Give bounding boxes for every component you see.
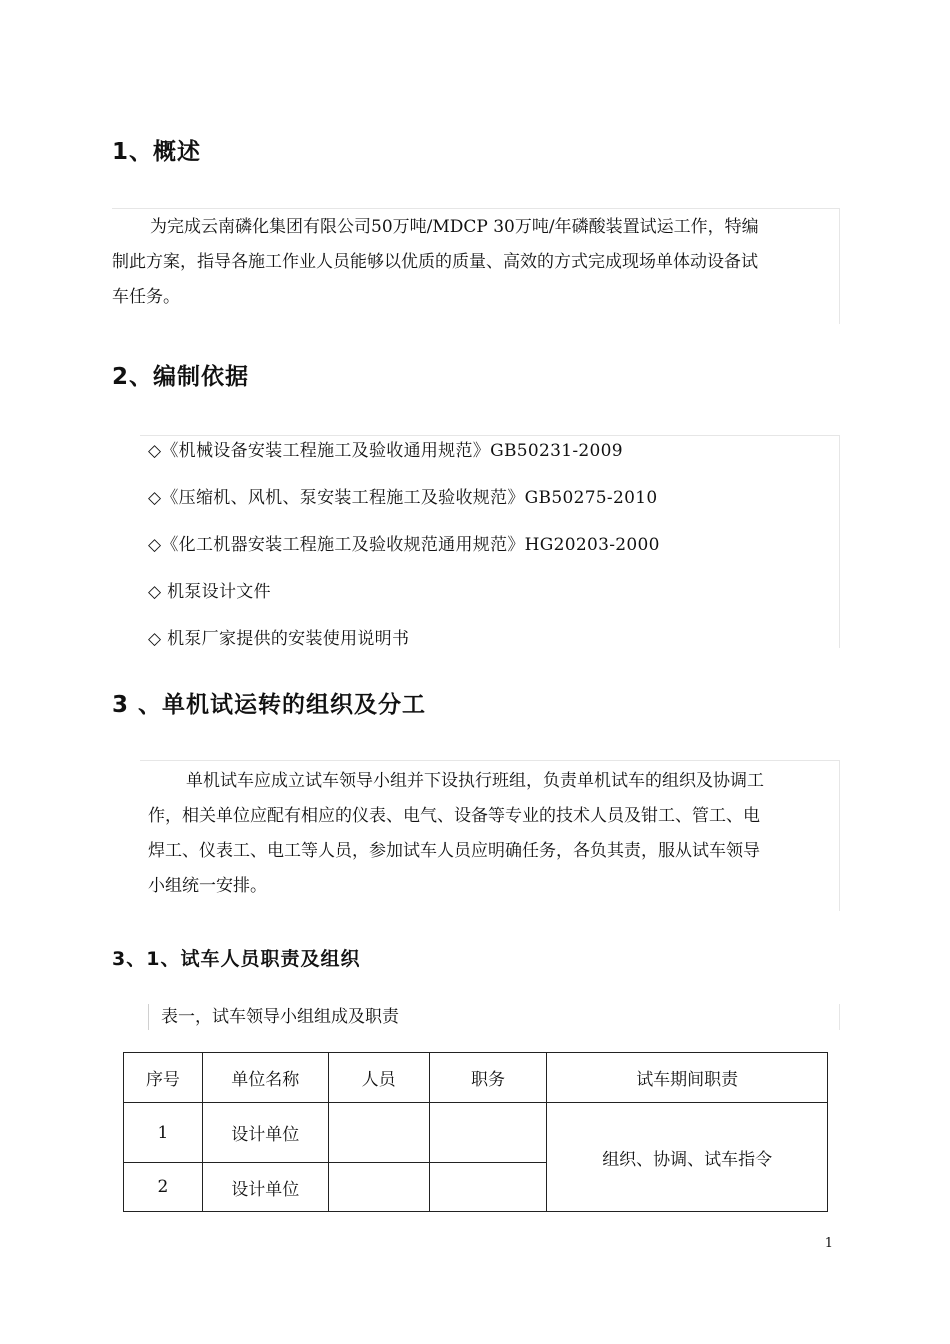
table-row: [124, 1103, 828, 1163]
section-3-1-title: 3、1、试车人员职责及组织: [112, 948, 361, 970]
table-header-row: [124, 1053, 828, 1103]
header-index: 序号: [124, 1053, 203, 1103]
section-3-line-1: 单机试车应成立试车领导小组并下设执行班组，负责单机试车的组织及协调工: [186, 771, 764, 791]
cell-personnel: [328, 1163, 429, 1212]
header-position: 职务: [429, 1053, 547, 1103]
header-unit: 单位名称: [202, 1053, 328, 1103]
reference-item-4: ◇ 机泵设计文件: [148, 582, 271, 602]
section-3-line-4: 小组统一安排。: [148, 876, 267, 896]
section-3-line-2: 作，相关单位应配有相应的仪表、电气、设备等专业的技术人员及钳工、管工、电: [148, 806, 760, 826]
cell-unit: 设计单位: [202, 1163, 328, 1212]
cell-unit: 设计单位: [202, 1103, 328, 1163]
table-caption: 表一，试车领导小组组成及职责: [161, 1007, 399, 1027]
section-1-title: 1、概述: [112, 139, 202, 165]
section-3-body: [148, 764, 843, 904]
duty-table: [123, 1052, 828, 1212]
cell-duty-merged: 组织、协调、试车指令: [547, 1103, 828, 1212]
section-1-line-2: 制此方案，指导各施工作业人员能够以优质的质量、高效的方式完成现场单体动设备试: [112, 252, 758, 272]
cell-position: [429, 1103, 547, 1163]
section-2-title: 2、编制依据: [112, 364, 250, 390]
reference-item-3: ◇《化工机器安装工程施工及验收规范通用规范》HG20203-2000: [148, 535, 660, 555]
section-1-line-3: 车任务。: [112, 287, 180, 307]
reference-item-1: ◇《机械设备安装工程施工及验收通用规范》GB50231-2009: [148, 441, 623, 461]
section-1-body: [112, 210, 842, 315]
cell-index: 2: [124, 1163, 203, 1212]
cell-index: 1: [124, 1103, 203, 1163]
cell-personnel: [328, 1103, 429, 1163]
section-1-line-1: 为完成云南磷化集团有限公司50万吨/MDCP 30万吨/年磷酸装置试运工作，特编: [150, 217, 759, 237]
section-3-title: 3 、单机试运转的组织及分工: [112, 692, 427, 718]
header-personnel: 人员: [328, 1053, 429, 1103]
reference-item-5: ◇ 机泵厂家提供的安装使用说明书: [148, 629, 410, 649]
page-number: 1: [824, 1236, 833, 1251]
reference-item-2: ◇《压缩机、风机、泵安装工程施工及验收规范》GB50275-2010: [148, 488, 658, 508]
section-3-line-3: 焊工、仪表工、电工等人员，参加试车人员应明确任务，各负其责，服从试车领导: [148, 841, 760, 861]
header-duty: 试车期间职责: [547, 1053, 828, 1103]
cell-position: [429, 1163, 547, 1212]
